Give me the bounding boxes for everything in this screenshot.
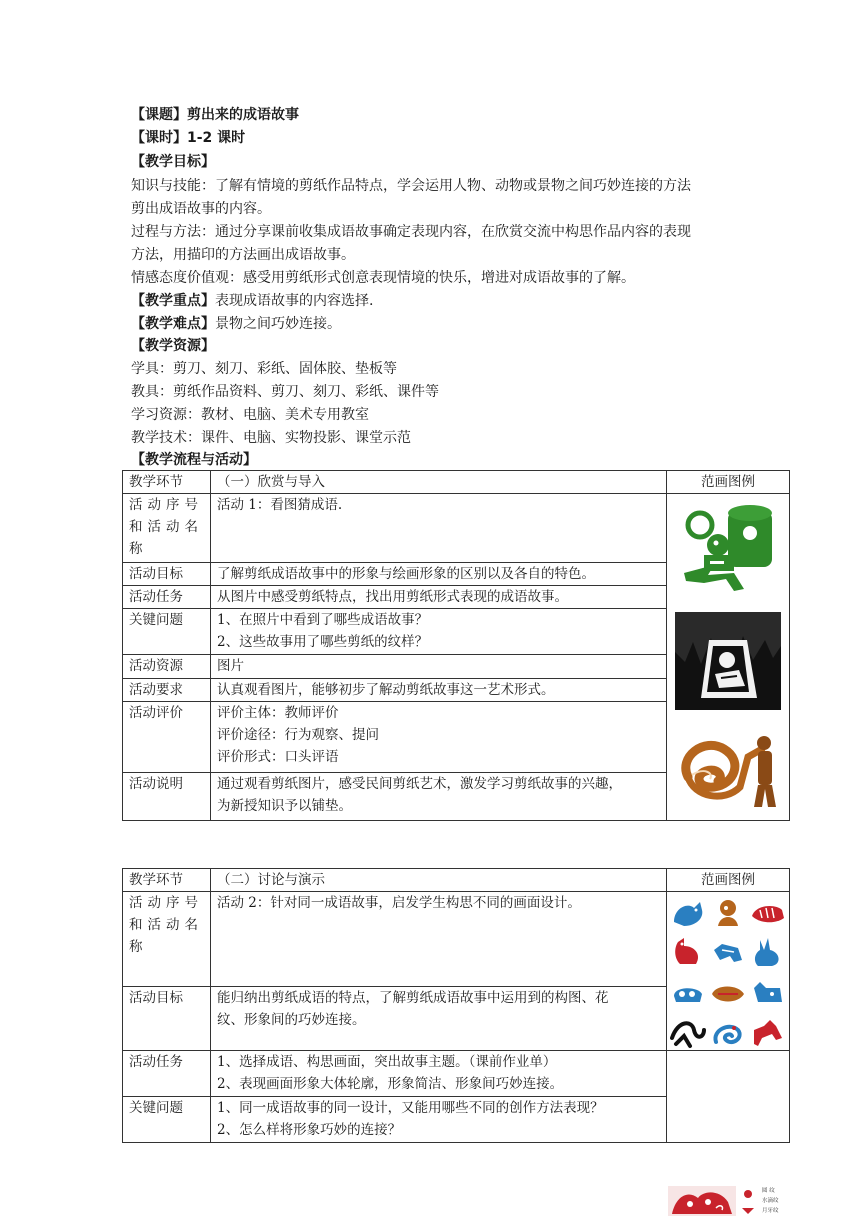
requirement-label: 活动要求 <box>123 678 211 701</box>
dragon-cut <box>670 1016 706 1050</box>
difficulty-text: 景物之间巧妙连接。 <box>215 316 341 332</box>
black-papercut-image <box>675 612 781 710</box>
green-papercut-image <box>674 503 782 595</box>
topic-tag: 【课题】 <box>131 107 187 123</box>
resource-tech: 教学技术：课件、电脑、实物投影、课堂示范 <box>131 430 411 446</box>
period-text: 1-2 课时 <box>187 130 246 146</box>
period-tag: 【课时】 <box>131 130 187 146</box>
snake-cut <box>710 1016 746 1050</box>
tiger-cut <box>750 896 786 930</box>
topic-text: 剪出来的成语故事 <box>187 107 299 123</box>
task-label-2: 活动任务 <box>123 1051 211 1097</box>
stage-value-2: （二）讨论与演示 <box>211 869 667 892</box>
flow-heading: 【教学流程与活动】 <box>131 452 257 468</box>
note-line-2: 为新授知识予以铺垫。 <box>217 797 352 814</box>
evaluation-label: 活动评价 <box>123 701 211 772</box>
example-label-2: 范画图例 <box>667 869 790 892</box>
key-questions <box>211 609 667 655</box>
example-image-stack <box>673 494 783 820</box>
goal-process-line2: 方法，用描印的方法画出成语故事。 <box>131 247 355 263</box>
red-sample-marks <box>738 1186 758 1216</box>
goal-line-1: 能归纳出剪纸成语的特点，了解剪纸成语故事中运用到的构图、花 <box>217 989 609 1006</box>
rooster-cut <box>670 936 706 970</box>
evaluation-subject: 评价主体：教师评价 <box>217 704 339 721</box>
goal-line-2: 纹、形象间的巧妙连接。 <box>217 1011 366 1028</box>
pattern-label-circle: 圆 纹 <box>762 1188 775 1194</box>
focus-text: 表现成语故事的内容选择. <box>215 293 374 309</box>
difficulty-tag: 【教学难点】 <box>131 316 215 332</box>
evaluation-values <box>211 701 667 772</box>
resource-learning: 学习资源：教材、电脑、美术专用教室 <box>131 407 369 423</box>
pig-cut <box>710 976 746 1010</box>
resources-heading: 【教学资源】 <box>131 338 215 354</box>
brown-papercut-image <box>674 727 782 811</box>
goals-heading: 【教学目标】 <box>131 154 215 170</box>
monkey-cut <box>710 896 746 930</box>
resource-value: 图片 <box>211 655 667 678</box>
activity-value: 活动 1：看图猜成语. <box>211 494 667 563</box>
activity-table-1 <box>122 470 790 821</box>
evaluation-form: 评价形式：口头评语 <box>217 748 339 765</box>
key-question-2: 2、这些故事用了哪些剪纸的纹样？ <box>217 634 429 651</box>
pattern-label-crescent: 月牙纹 <box>762 1208 779 1214</box>
goal-knowledge-line2: 剪出成语故事的内容。 <box>131 201 271 217</box>
dog-cut <box>710 936 746 970</box>
task-label: 活动任务 <box>123 585 211 608</box>
stage-value: （一）欣赏与导入 <box>211 471 667 494</box>
rat-cut <box>670 896 706 930</box>
task-value: 从图片中感受剪纸特点，找出用剪纸形式表现的成语故事。 <box>211 585 667 608</box>
zodiac-images <box>667 892 790 1051</box>
ox-cut <box>750 976 786 1010</box>
evaluation-method: 评价途径：行为观察、提问 <box>217 726 379 743</box>
pattern-sample-strip <box>668 1186 788 1216</box>
rabbit-cut <box>750 936 786 970</box>
example-label: 范画图例 <box>667 471 790 494</box>
resource-teacher: 教具：剪纸作品资料、剪刀、刻刀、彩纸、课件等 <box>131 384 439 400</box>
pattern-label-drop: 水滴纹 <box>762 1198 779 1204</box>
activity-table-2 <box>122 868 790 1143</box>
goal-label: 活动目标 <box>123 562 211 585</box>
activity-label-2: 活动序号和活动名称 <box>123 892 211 987</box>
period-line <box>131 127 245 149</box>
focus-tag: 【教学重点】 <box>131 293 215 309</box>
key-questions-2 <box>211 1097 667 1143</box>
requirement-value: 认真观看图片，能够初步了解动剪纸故事这一艺术形式。 <box>211 678 667 701</box>
example-images <box>667 494 790 821</box>
difficulty-line <box>131 313 341 335</box>
goal-emotion-line: 情感态度价值观：感受用剪纸形式创意表现情境的快乐，增进对成语故事的了解。 <box>131 270 635 286</box>
horse-cut <box>750 1016 786 1050</box>
task-values-2 <box>211 1051 667 1097</box>
key-question-label-2: 关键问题 <box>123 1097 211 1143</box>
resource-student: 学具：剪刀、刻刀、彩纸、固体胶、垫板等 <box>131 361 397 377</box>
task-line-2: 2、表现画面形象大体轮廓，形象简洁、形象间巧妙连接。 <box>217 1076 564 1092</box>
empty-example-cell <box>667 1051 790 1143</box>
focus-line <box>131 290 373 312</box>
key-question-2-2: 2、怎么样将形象巧妙的连接？ <box>217 1122 402 1138</box>
goal-label-2: 活动目标 <box>123 986 211 1050</box>
goal-values-2 <box>211 986 667 1050</box>
resource-label: 活动资源 <box>123 655 211 678</box>
zodiac-grid <box>673 896 783 1050</box>
key-question-2-1: 1、同一成语故事的同一设计，又能用哪些不同的创作方法表现？ <box>217 1100 604 1116</box>
topic-line <box>131 104 299 126</box>
key-question-label: 关键问题 <box>123 609 211 655</box>
goal-value: 了解剪纸成语故事中的形象与绘画形象的区别以及各自的特色。 <box>211 562 667 585</box>
note-label: 活动说明 <box>123 772 211 821</box>
sheep-cut <box>670 976 706 1010</box>
note-values <box>211 772 667 821</box>
goal-process-line1: 过程与方法：通过分享课前收集成语故事确定表现内容，在欣赏交流中构思作品内容的表现 <box>131 224 691 240</box>
activity-label: 活动序号和活动名称 <box>123 494 211 563</box>
pattern-labels <box>762 1186 779 1216</box>
note-line-1: 通过观看剪纸图片，感受民间剪纸艺术，激发学习剪纸故事的兴趣， <box>217 775 622 792</box>
key-question-1: 1、在照片中看到了哪些成语故事？ <box>217 612 429 629</box>
stage-label-2: 教学环节 <box>123 869 211 892</box>
activity-value-2: 活动 2：针对同一成语故事，启发学生构思不同的画面设计。 <box>211 892 667 987</box>
red-pattern-cut <box>668 1186 736 1216</box>
goal-knowledge-line1: 知识与技能：了解有情境的剪纸作品特点，学会运用人物、动物或景物之间巧妙连接的方法 <box>131 178 691 194</box>
task-line-1: 1、选择成语、构思画面，突出故事主题。（课前作业单） <box>217 1054 557 1070</box>
stage-label: 教学环节 <box>123 471 211 494</box>
